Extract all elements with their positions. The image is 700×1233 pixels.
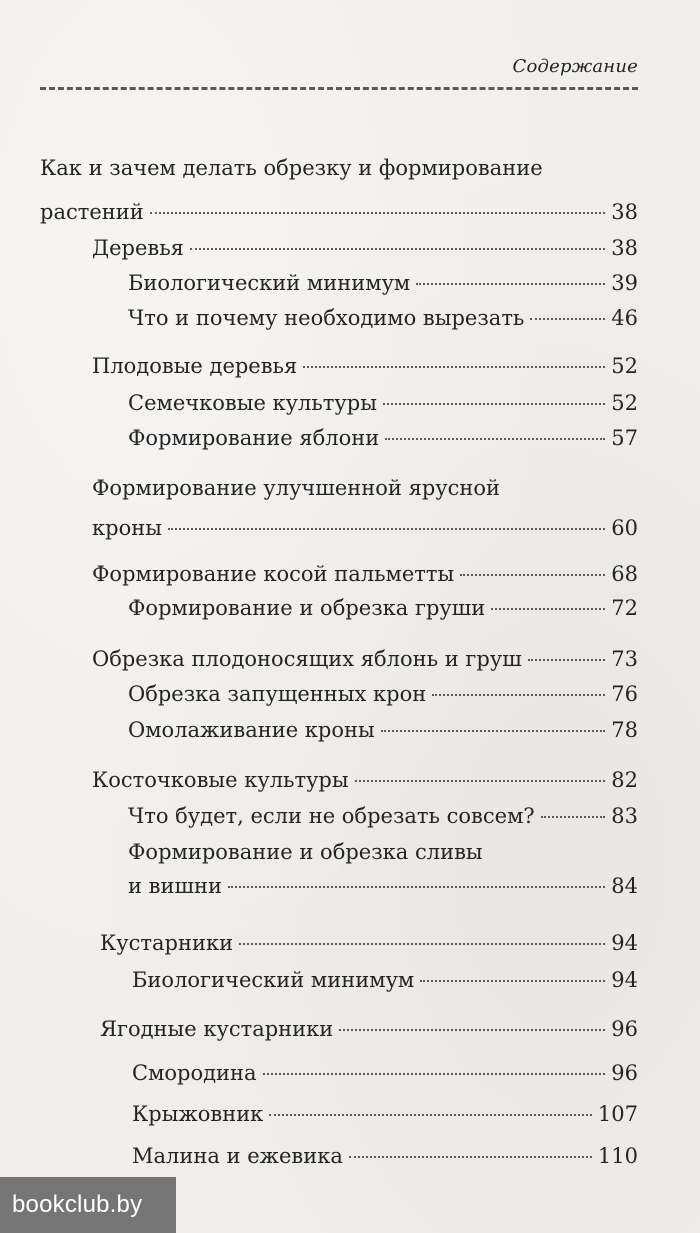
toc-page-number: 94 [611, 931, 638, 955]
dot-leader [530, 318, 605, 320]
toc-entry-title: Обрезка плодоносящих яблонь и груш [92, 647, 522, 671]
dot-leader [190, 248, 605, 250]
dot-leader [168, 528, 605, 530]
toc-entry-title: Крыжовник [132, 1102, 264, 1126]
toc-entry-title: Биологический минимум [132, 968, 415, 992]
toc-page-number: 46 [611, 306, 638, 330]
toc-entry-title-line1: Формирование и обрезка сливы [128, 840, 483, 864]
running-header: Содержание [512, 56, 638, 77]
toc-entry-title: Что и почему необходимо вырезать [128, 306, 525, 330]
toc-page-number: 82 [611, 768, 638, 792]
toc-page-number: 96 [611, 1017, 638, 1041]
dot-leader [432, 694, 605, 696]
dot-leader [355, 780, 606, 782]
toc-page-number: 96 [611, 1061, 638, 1085]
toc-entry-title: Омолаживание кроны [128, 718, 375, 742]
toc-entry-title: Семечковые культуры [128, 391, 377, 415]
toc-page-number: 94 [611, 968, 638, 992]
dot-leader [150, 212, 606, 214]
toc-page-number: 39 [611, 271, 638, 295]
toc-entry-title: Деревья [92, 236, 184, 260]
toc-entry-title: Биологический минимум [128, 271, 411, 295]
dot-leader [349, 1156, 592, 1158]
dot-leader [303, 366, 605, 368]
dot-leader [269, 1114, 592, 1116]
toc-page-number: 52 [611, 354, 638, 378]
toc-page-number: 72 [611, 596, 638, 620]
toc-page-number: 84 [611, 874, 638, 898]
toc-entry-title: Кустарники [100, 931, 234, 955]
toc-page-number: 78 [611, 718, 638, 742]
toc-entry-title: Плодовые деревья [92, 354, 298, 378]
dot-leader [239, 943, 605, 945]
toc-page-number: 57 [611, 426, 638, 450]
dot-leader [339, 1029, 605, 1031]
dot-leader [541, 816, 606, 818]
toc-entry-title: Формирование яблони [128, 426, 380, 450]
toc-page-number: 107 [597, 1102, 638, 1126]
toc-entry-title: Косточковые культуры [92, 768, 349, 792]
dot-leader [416, 283, 605, 285]
toc-page-number: 60 [611, 516, 638, 540]
toc-entry-title-line2: растений [40, 200, 144, 224]
dot-leader [528, 659, 606, 661]
dot-leader [381, 730, 606, 732]
toc-entry-title: Смородина [132, 1061, 257, 1085]
toc-entry-title: Что будет, если не обрезать совсем? [128, 804, 535, 828]
dot-leader [420, 980, 605, 982]
toc-page-number: 38 [611, 236, 638, 260]
dot-leader [385, 438, 605, 440]
watermark-label: bookclub.by [0, 1177, 176, 1233]
toc-page-number: 73 [611, 647, 638, 671]
dot-leader [263, 1073, 606, 1075]
toc-entry-title-line2: и вишни [128, 874, 223, 898]
toc-page-number: 76 [611, 682, 638, 706]
toc-page-number: 68 [611, 562, 638, 586]
toc-page-number: 38 [611, 200, 638, 224]
dot-leader [228, 886, 605, 888]
dot-leader [491, 608, 605, 610]
toc-entry-title: Ягодные кустарники [100, 1017, 334, 1041]
dot-leader [460, 574, 605, 576]
toc-page-number: 110 [597, 1144, 638, 1168]
toc-entry-title: Формирование и обрезка груши [128, 596, 486, 620]
toc-page-number: 52 [611, 391, 638, 415]
toc-entry-title: Обрезка запущенных крон [128, 682, 427, 706]
toc-entry-title-line2: кроны [92, 516, 162, 540]
toc-entry-title-line1: Как и зачем делать обрезку и формирование [40, 156, 543, 180]
toc-entry-title-line1: Формирование улучшенной ярусной [92, 476, 501, 500]
toc-page-number: 83 [611, 804, 638, 828]
toc-entry-title: Формирование косой пальметты [92, 562, 455, 586]
dot-leader [383, 403, 605, 405]
toc-entry-title: Малина и ежевика [132, 1144, 343, 1168]
